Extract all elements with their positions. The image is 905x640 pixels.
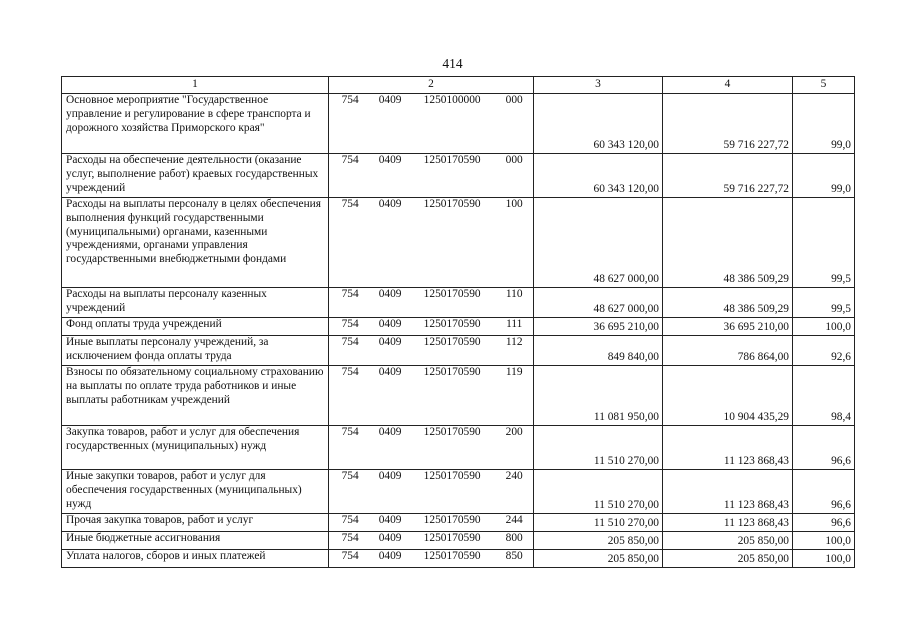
percent-value: 99,0	[793, 94, 855, 154]
fact-amount: 36 695 210,00	[663, 318, 793, 336]
row-name: Основное мероприятие "Государственное управление и регулирование в сфере транспорта и дорожного хозяйства Приморского края"	[62, 94, 329, 154]
header-cell: 5	[793, 77, 855, 94]
expense-type-code: 240	[505, 470, 523, 482]
header-cell: 4	[663, 77, 793, 94]
table-row	[62, 198, 855, 288]
table-row	[62, 532, 855, 550]
target-code: 1250170590	[423, 366, 481, 378]
row-codes	[329, 366, 534, 426]
target-code: 1250170590	[423, 154, 481, 166]
header-cell: 2	[329, 77, 534, 94]
expense-type-code: 000	[505, 94, 523, 106]
admin-code: 754	[341, 366, 359, 378]
admin-code: 754	[341, 336, 359, 348]
fact-amount: 48 386 509,29	[663, 198, 793, 288]
target-code: 1250170590	[423, 470, 481, 482]
percent-value: 96,6	[793, 514, 855, 532]
row-name: Расходы на выплаты персоналу казенных учреждений	[62, 288, 329, 318]
table-header-row	[62, 77, 855, 94]
row-codes	[329, 470, 534, 514]
plan-amount: 205 850,00	[534, 550, 663, 568]
plan-amount: 48 627 000,00	[534, 288, 663, 318]
row-codes	[329, 550, 534, 568]
budget-table	[61, 76, 855, 568]
admin-code: 754	[341, 550, 359, 562]
table-row	[62, 288, 855, 318]
table-row	[62, 426, 855, 470]
fact-amount: 11 123 868,43	[663, 514, 793, 532]
plan-amount: 849 840,00	[534, 336, 663, 366]
plan-amount: 11 510 270,00	[534, 470, 663, 514]
percent-value: 100,0	[793, 550, 855, 568]
table-row	[62, 154, 855, 198]
row-codes	[329, 426, 534, 470]
section-code: 0409	[378, 426, 402, 438]
table-row	[62, 318, 855, 336]
expense-type-code: 112	[505, 336, 523, 348]
page-number: 414	[442, 56, 463, 71]
target-code: 1250170590	[423, 550, 481, 562]
row-name: Закупка товаров, работ и услуг для обеспечения государственных (муниципальных) нужд	[62, 426, 329, 470]
plan-amount: 60 343 120,00	[534, 154, 663, 198]
percent-value: 96,6	[793, 470, 855, 514]
admin-code: 754	[341, 198, 359, 210]
admin-code: 754	[341, 94, 359, 106]
plan-amount: 48 627 000,00	[534, 198, 663, 288]
section-code: 0409	[378, 514, 402, 526]
section-code: 0409	[378, 470, 402, 482]
percent-value: 92,6	[793, 336, 855, 366]
row-codes	[329, 154, 534, 198]
table-row	[62, 470, 855, 514]
table-row	[62, 94, 855, 154]
row-name: Фонд оплаты труда учреждений	[62, 318, 329, 336]
expense-type-code: 800	[505, 532, 523, 544]
admin-code: 754	[341, 426, 359, 438]
plan-amount: 60 343 120,00	[534, 94, 663, 154]
plan-amount: 11 510 270,00	[534, 514, 663, 532]
expense-type-code: 244	[505, 514, 523, 526]
target-code: 1250170590	[423, 426, 481, 438]
plan-amount: 11 081 950,00	[534, 366, 663, 426]
header-cell: 3	[534, 77, 663, 94]
fact-amount: 11 123 868,43	[663, 470, 793, 514]
row-name: Прочая закупка товаров, работ и услуг	[62, 514, 329, 532]
section-code: 0409	[378, 532, 402, 544]
percent-value: 99,5	[793, 198, 855, 288]
plan-amount: 205 850,00	[534, 532, 663, 550]
fact-amount: 59 716 227,72	[663, 94, 793, 154]
admin-code: 754	[341, 288, 359, 300]
expense-type-code: 000	[505, 154, 523, 166]
expense-type-code: 119	[505, 366, 523, 378]
table-row	[62, 366, 855, 426]
row-codes	[329, 514, 534, 532]
section-code: 0409	[378, 288, 402, 300]
expense-type-code: 850	[505, 550, 523, 562]
percent-value: 100,0	[793, 318, 855, 336]
section-code: 0409	[378, 318, 402, 330]
admin-code: 754	[341, 318, 359, 330]
section-code: 0409	[378, 550, 402, 562]
percent-value: 98,4	[793, 366, 855, 426]
target-code: 1250170590	[423, 288, 481, 300]
expense-type-code: 110	[505, 288, 523, 300]
section-code: 0409	[378, 94, 402, 106]
row-name: Расходы на выплаты персоналу в целях обеспечения выполнения функций государственными (муниципальными) органами, казенными учреждениями, органами управления государственными внебюджетными фондами	[62, 198, 329, 288]
percent-value: 99,5	[793, 288, 855, 318]
percent-value: 96,6	[793, 426, 855, 470]
fact-amount: 786 864,00	[663, 336, 793, 366]
row-name: Уплата налогов, сборов и иных платежей	[62, 550, 329, 568]
admin-code: 754	[341, 470, 359, 482]
percent-value: 100,0	[793, 532, 855, 550]
target-code: 1250170590	[423, 336, 481, 348]
target-code: 1250100000	[423, 94, 481, 106]
percent-value: 99,0	[793, 154, 855, 198]
expense-type-code: 200	[505, 426, 523, 438]
row-codes	[329, 288, 534, 318]
admin-code: 754	[341, 532, 359, 544]
section-code: 0409	[378, 336, 402, 348]
row-codes	[329, 318, 534, 336]
table-row	[62, 514, 855, 532]
section-code: 0409	[378, 198, 402, 210]
section-code: 0409	[378, 154, 402, 166]
plan-amount: 11 510 270,00	[534, 426, 663, 470]
section-code: 0409	[378, 366, 402, 378]
row-codes	[329, 94, 534, 154]
admin-code: 754	[341, 154, 359, 166]
row-name: Иные закупки товаров, работ и услуг для обеспечения государственных (муниципальных) нужд	[62, 470, 329, 514]
row-name: Иные выплаты персоналу учреждений, за исключением фонда оплаты труда	[62, 336, 329, 366]
row-name: Взносы по обязательному социальному страхованию на выплаты по оплате труда работников и иные выплаты работникам учреждений	[62, 366, 329, 426]
fact-amount: 10 904 435,29	[663, 366, 793, 426]
plan-amount: 36 695 210,00	[534, 318, 663, 336]
row-name: Расходы на обеспечение деятельности (оказание услуг, выполнение работ) краевых государственных учреждений	[62, 154, 329, 198]
fact-amount: 48 386 509,29	[663, 288, 793, 318]
header-cell: 1	[62, 77, 329, 94]
target-code: 1250170590	[423, 198, 481, 210]
fact-amount: 59 716 227,72	[663, 154, 793, 198]
row-codes	[329, 198, 534, 288]
target-code: 1250170590	[423, 514, 481, 526]
table-row	[62, 336, 855, 366]
table-row	[62, 550, 855, 568]
row-codes	[329, 532, 534, 550]
fact-amount: 205 850,00	[663, 550, 793, 568]
row-codes	[329, 336, 534, 366]
admin-code: 754	[341, 514, 359, 526]
fact-amount: 11 123 868,43	[663, 426, 793, 470]
expense-type-code: 111	[506, 318, 523, 330]
row-name: Иные бюджетные ассигнования	[62, 532, 329, 550]
fact-amount: 205 850,00	[663, 532, 793, 550]
target-code: 1250170590	[423, 318, 481, 330]
target-code: 1250170590	[423, 532, 481, 544]
expense-type-code: 100	[505, 198, 523, 210]
